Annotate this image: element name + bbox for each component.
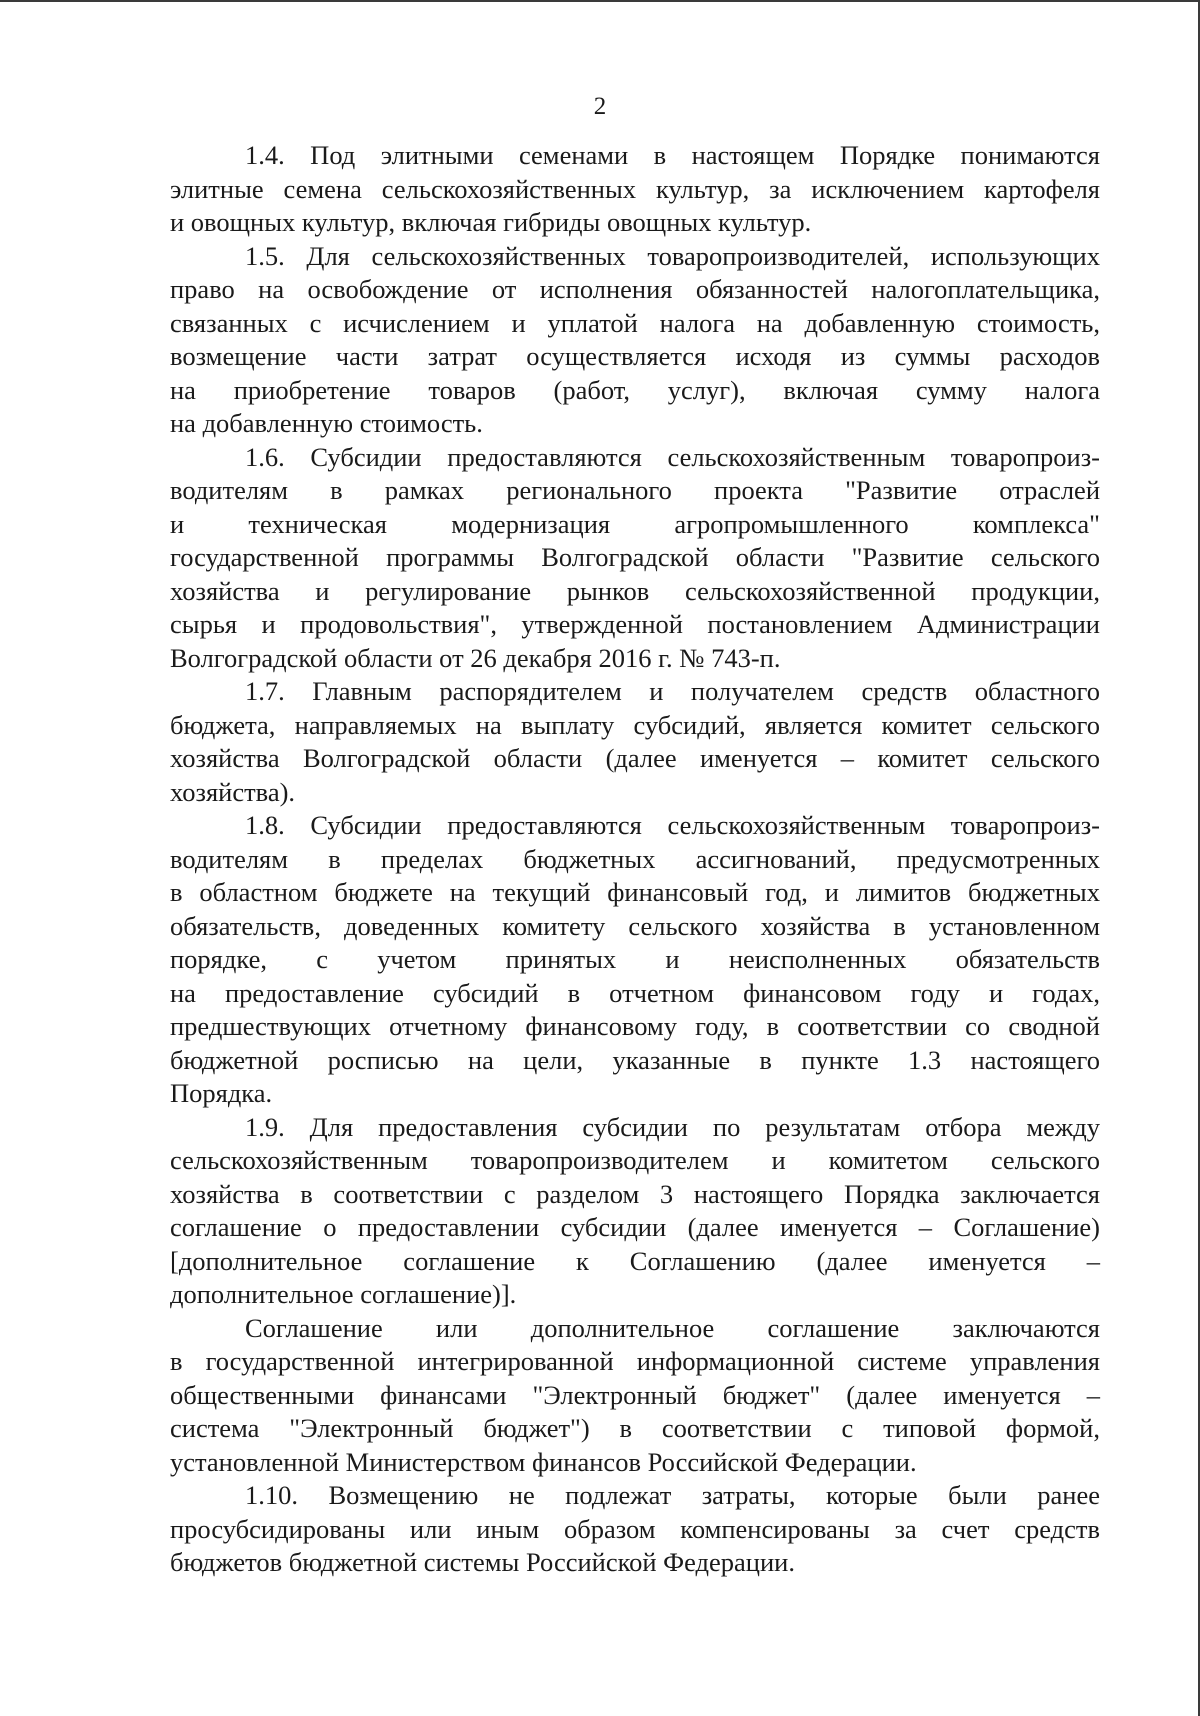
text-line: и овощных культур, включая гибриды овощных культур. [170, 207, 812, 237]
page-number: 2 [593, 93, 607, 120]
text-line: обязательств, доведенных комитету сельского хозяйства в установленном [170, 910, 1100, 941]
text-line: 1.7. Главным распорядителем и получателем средств областного [245, 676, 1100, 706]
text-line: государственной программы Волгоградской области "Развитие сельского [170, 542, 1100, 572]
text-line: на приобретение товаров (работ, услуг), включая сумму налога [170, 374, 1100, 405]
text-line: сельскохозяйственным товаропроизводителем и комитетом сельского [170, 1145, 1100, 1175]
paragraph-1-9 [170, 1111, 1100, 1312]
paragraph-1-7 [170, 675, 1100, 809]
text-line: Волгоградской области от 26 декабря 2016 г. № 743-п. [170, 642, 781, 673]
text-line: соглашение о предоставлении субсидии (далее именуется – Соглашение) [170, 1212, 1100, 1242]
scan-edge-top [0, 0, 1200, 2]
text-line: порядке, с учетом принятых и неисполненных обязательств [170, 944, 1100, 974]
text-line: бюджетной росписью на цели, указанные в пункте 1.3 настоящего [170, 1044, 1100, 1075]
text-line: система "Электронный бюджет") в соответствии с типовой формой, [170, 1413, 1100, 1443]
text-line: предшествующих отчетному финансовому году, в соответствии со сводной [170, 1011, 1100, 1041]
text-line: бюджетов бюджетной системы Российской Федерации. [170, 1547, 795, 1577]
text-line: право на освобождение от исполнения обязанностей налогоплательщика, [170, 274, 1100, 304]
document-body [170, 139, 1100, 1580]
text-line: 1.10. Возмещению не подлежат затраты, которые были ранее [245, 1480, 1100, 1510]
text-line: Порядка. [170, 1078, 273, 1108]
text-line: 1.4. Под элитными семенами в настоящем Порядке понимаются [245, 140, 1100, 170]
text-line: в государственной интегрированной информационной системе управления [170, 1346, 1100, 1376]
paragraph-1-4 [170, 139, 1100, 240]
text-line: общественными финансами "Электронный бюджет" (далее именуется – [170, 1379, 1100, 1410]
text-line: на предоставление субсидий в отчетном финансовом году и годах, [170, 977, 1100, 1008]
text-line: установленной Министерством финансов Российской Федерации. [170, 1446, 917, 1477]
text-line: элитные семена сельскохозяйственных культур, за исключением картофеля [170, 173, 1100, 204]
text-line: хозяйства в соответствии с разделом 3 настоящего Порядка заключается [170, 1178, 1100, 1209]
text-line: 1.5. Для сельскохозяйственных товаропроизводителей, использующих [245, 240, 1100, 271]
text-line: сырья и продовольствия", утвержденной постановлением Администрации [170, 609, 1100, 639]
text-line: 1.9. Для предоставления субсидии по результатам отбора между [245, 1111, 1100, 1142]
paragraph-1-9b [170, 1312, 1100, 1480]
text-line: хозяйства). [170, 776, 296, 807]
text-line: 1.8. Субсидии предоставляются сельскохозяйственным товаропроиз- [245, 810, 1100, 840]
text-line: водителям в пределах бюджетных ассигнований, предусмотренных [170, 843, 1100, 874]
text-line: и техническая модернизация агропромышленного комплекса" [170, 508, 1100, 539]
text-line: водителям в рамках регионального проекта "Развитие отраслей [170, 475, 1100, 505]
text-line: дополнительное соглашение)]. [170, 1279, 517, 1309]
text-line: хозяйства и регулирование рынков сельскохозяйственной продукции, [170, 575, 1100, 606]
text-line: в областном бюджете на текущий финансовый год, и лимитов бюджетных [170, 877, 1100, 907]
paragraph-1-5 [170, 240, 1100, 441]
text-line: Соглашение или дополнительное соглашение заключаются [245, 1312, 1100, 1343]
text-line: хозяйства Волгоградской области (далее именуется – комитет сельского [170, 743, 1100, 773]
text-line: 1.6. Субсидии предоставляются сельскохозяйственным товаропроиз- [245, 441, 1100, 472]
paragraph-1-10 [170, 1479, 1100, 1580]
paragraph-1-8 [170, 809, 1100, 1111]
text-line: на добавленную стоимость. [170, 408, 483, 438]
text-line: просубсидированы или иным образом компенсированы за счет средств [170, 1513, 1100, 1544]
text-line: связанных с исчислением и уплатой налога на добавленную стоимость, [170, 307, 1100, 338]
paragraph-1-6 [170, 441, 1100, 676]
text-line: [дополнительное соглашение к Соглашению (далее именуется – [170, 1245, 1100, 1276]
text-line: возмещение части затрат осуществляется исходя из суммы расходов [170, 341, 1100, 371]
text-line: бюджета, направляемых на выплату субсидий, является комитет сельского [170, 709, 1100, 740]
